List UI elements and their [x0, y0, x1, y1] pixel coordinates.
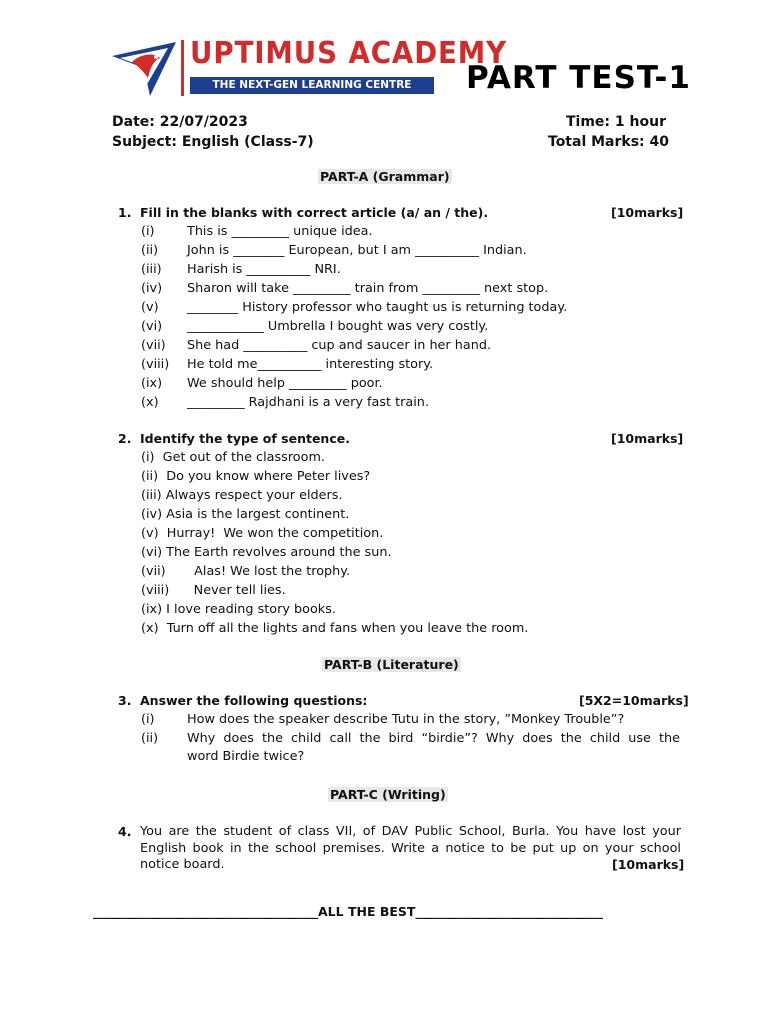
page-title: PART TEST-1 [466, 60, 691, 96]
q4-number: 4. [118, 824, 132, 839]
q1-item-text: Sharon will take _________ train from _________ next stop. [187, 281, 549, 296]
q3-marks: [5X2=10marks] [579, 693, 689, 708]
brand-tagline: THE NEXT-GEN LEARNING CENTRE [190, 77, 434, 94]
part-b-heading: PART-B (Literature) [324, 657, 459, 672]
footer-rule-right: ______________________________ [415, 904, 603, 919]
footer-rule-left: ____________________________________ [93, 904, 318, 919]
q1-item-num: (viii) [141, 357, 170, 372]
exam-total-marks: Total Marks: 40 [548, 134, 670, 150]
q3-number: 3. [118, 693, 132, 708]
q1-item-text: We should help _________ poor. [187, 376, 383, 391]
q1-item-text: This is _________ unique idea. [187, 224, 373, 239]
q1-item-text: ____________ Umbrella I bought was very costly. [187, 319, 489, 334]
q2-item: (iii) Always respect your elders. [141, 488, 343, 503]
q4-text-line: You are the student of class VII, of DAV Public School, Burla. You have lost your [140, 824, 681, 839]
q1-item-num: (v) [141, 300, 159, 315]
q4-text-line: notice board. [140, 857, 225, 872]
q3-text: Answer the following questions: [140, 693, 368, 708]
q4-marks: [10marks] [612, 857, 685, 872]
part-a-heading: PART-A (Grammar) [320, 169, 450, 184]
q3-item-num: (i) [141, 712, 155, 727]
q1-item-num: (x) [141, 395, 159, 410]
brand-name: UPTIMUS ACADEMY [190, 36, 508, 71]
q2-item: (i) Get out of the classroom. [141, 450, 325, 465]
q1-item-num: (vii) [141, 338, 166, 353]
q2-marks: [10marks] [611, 431, 684, 446]
q1-text: Fill in the blanks with correct article (a/ an / the). [140, 205, 489, 220]
q1-item-text: She had __________ cup and saucer in her hand. [187, 338, 492, 353]
q2-number: 2. [118, 431, 132, 446]
q3-item-text: Why does the child call the bird “birdie”? Why does the child use the [187, 731, 680, 746]
q1-item-text: John is ________ European, but I am __________ Indian. [187, 243, 527, 258]
part-c-heading: PART-C (Writing) [330, 787, 446, 802]
q2-item: (iv) Asia is the largest continent. [141, 507, 350, 522]
academy-logo-icon [110, 38, 178, 98]
footer-text: ALL THE BEST [318, 904, 416, 919]
q4-text-line: English book in the school premises. Write a notice to be put up on your school [140, 841, 681, 856]
q1-item-num: (iv) [141, 281, 163, 296]
exam-time: Time: 1 hour [566, 114, 666, 130]
q2-item: (vii) Alas! We lost the trophy. [141, 564, 351, 579]
logo-divider [181, 40, 184, 96]
q3-item-num: (ii) [141, 731, 159, 746]
q1-item-num: (ii) [141, 243, 159, 258]
q3-item-text: How does the speaker describe Tutu in the story, ”Monkey Trouble”? [187, 712, 625, 727]
exam-date: Date: 22/07/2023 [112, 114, 248, 130]
footer [93, 904, 603, 919]
q1-item-num: (ix) [141, 376, 163, 391]
q2-item: (ii) Do you know where Peter lives? [141, 469, 371, 484]
q2-text: Identify the type of sentence. [140, 431, 350, 446]
q1-item-text: He told me__________ interesting story. [187, 357, 434, 372]
q1-item-num: (i) [141, 224, 155, 239]
q2-item: (viii) Never tell lies. [141, 583, 286, 598]
q1-item-num: (iii) [141, 262, 162, 277]
q3-item-text: word Birdie twice? [187, 749, 305, 764]
q1-item-text: Harish is __________ NRI. [187, 262, 341, 277]
q1-item-text: _________ Rajdhani is a very fast train. [187, 395, 429, 410]
q1-marks: [10marks] [611, 205, 684, 220]
q2-item: (v) Hurray! We won the competition. [141, 526, 384, 541]
q1-item-num: (vi) [141, 319, 163, 334]
q2-item: (vi) The Earth revolves around the sun. [141, 545, 392, 560]
q2-item: (x) Turn off all the lights and fans when you leave the room. [141, 621, 529, 636]
q1-item-text: ________ History professor who taught us is returning today. [187, 300, 568, 315]
q2-item: (ix) I love reading story books. [141, 602, 336, 617]
exam-subject: Subject: English (Class-7) [112, 134, 314, 150]
q1-number: 1. [118, 205, 132, 220]
